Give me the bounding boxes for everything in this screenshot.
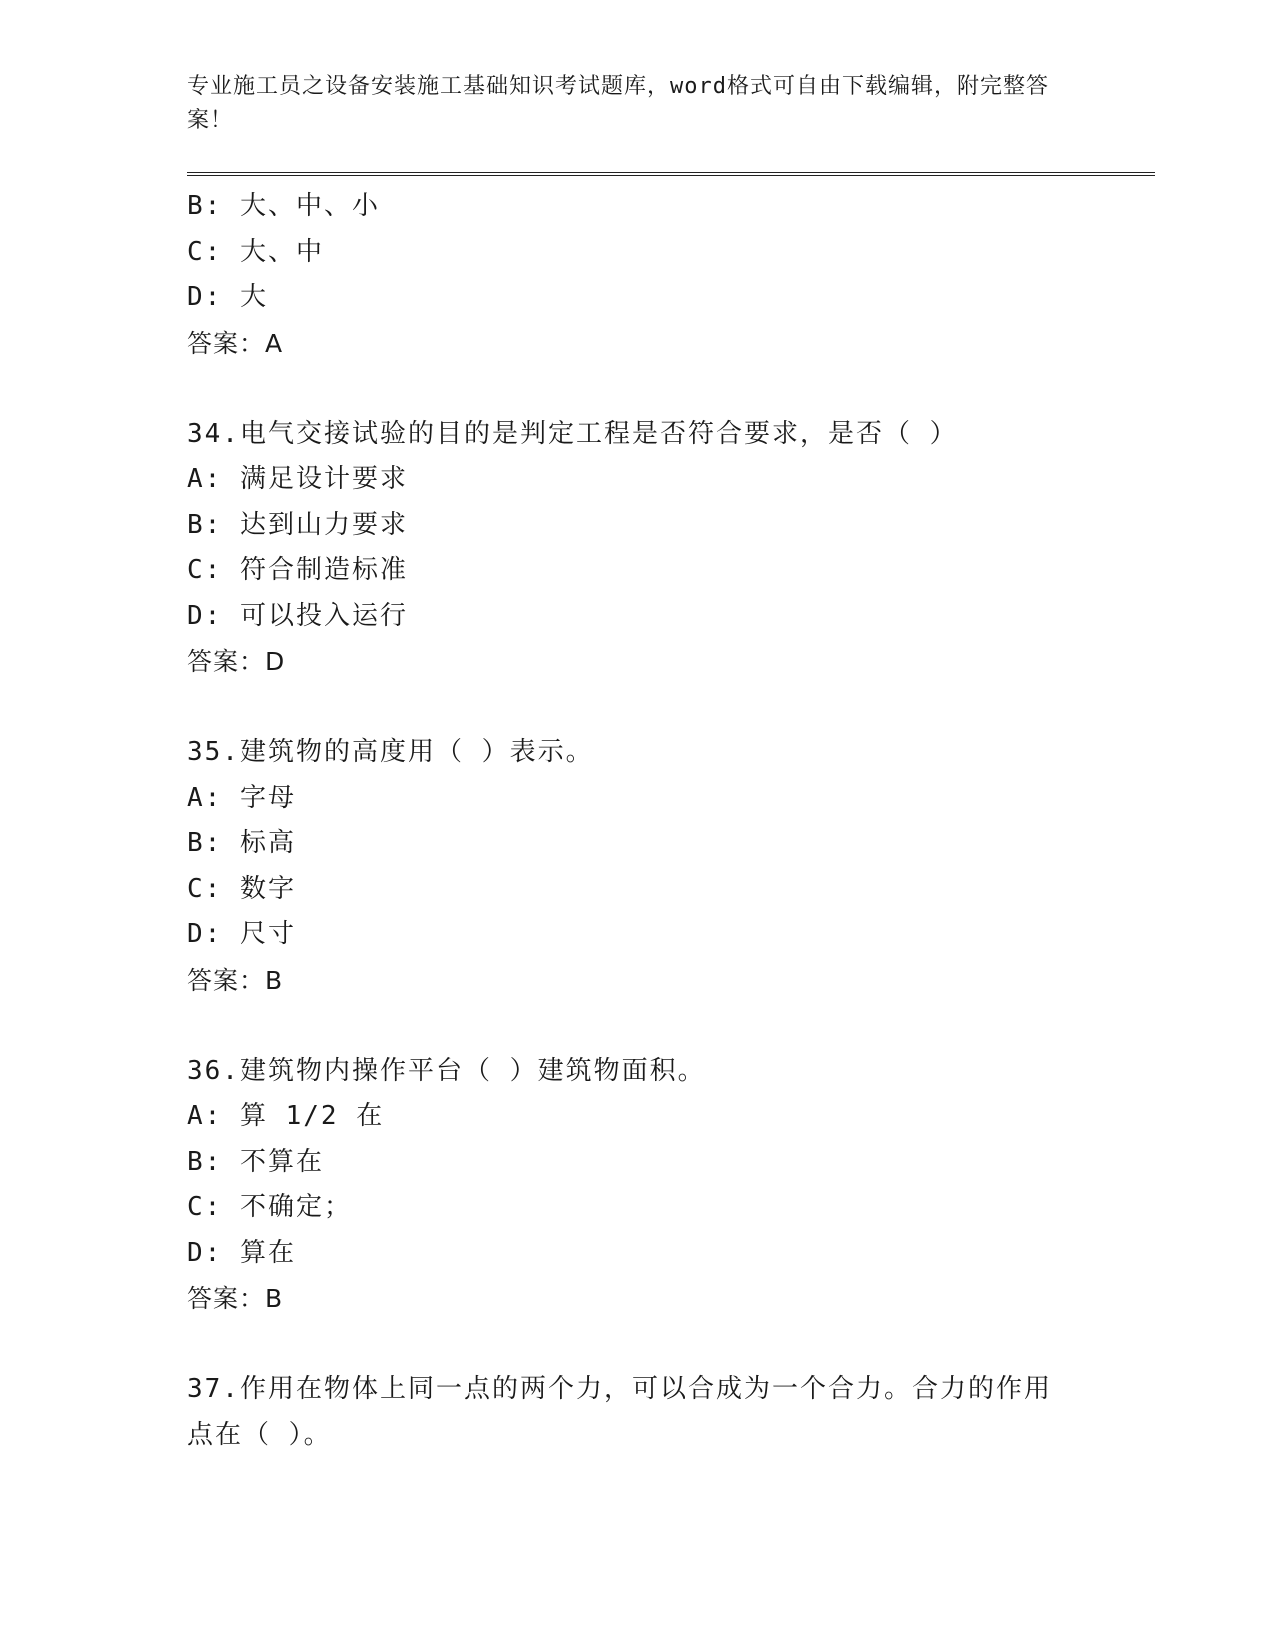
option-d: D: 算在 [187, 1237, 296, 1268]
question-33-continued [187, 184, 1155, 366]
question-text: 37.作用在物体上同一点的两个力，可以合成为一个合力。合力的作用点在（ ）。 [187, 1374, 1052, 1450]
option-d: D: 大 [187, 282, 268, 312]
option-b: B: 标高 [187, 828, 296, 858]
option-a: A: 字母 [187, 782, 296, 813]
answer: 答案：A [187, 328, 284, 358]
spacer [187, 1322, 1155, 1368]
spacer [187, 1003, 1155, 1049]
answer: 答案：D [187, 647, 286, 676]
spacer [187, 366, 1155, 412]
question-37 [187, 1367, 1155, 1458]
question-36 [187, 1049, 1155, 1322]
option-b: B: 不算在 [187, 1146, 324, 1177]
option-a: A: 算 1/2 在 [187, 1101, 385, 1131]
question-text: 34.电气交接试验的目的是判定工程是否符合要求，是否（ ） [187, 418, 958, 449]
spacer [187, 685, 1155, 731]
option-c: C: 大、中 [187, 236, 324, 267]
option-b: B: 达到山力要求 [187, 509, 408, 540]
question-text: 36.建筑物内操作平台（ ）建筑物面积。 [187, 1055, 706, 1086]
option-c: C: 数字 [187, 873, 296, 904]
question-text: 35.建筑物的高度用（ ）表示。 [187, 737, 594, 767]
answer: 答案：B [187, 965, 284, 995]
option-c: C: 符合制造标准 [187, 555, 408, 585]
option-b: B: 大、中、小 [187, 191, 380, 221]
question-35 [187, 730, 1155, 1003]
question-list [187, 184, 1155, 1458]
option-d: D: 尺寸 [187, 919, 296, 949]
option-d: D: 可以投入运行 [187, 600, 408, 631]
page-header: 专业施工员之设备安装施工基础知识考试题库，word格式可自由下载编辑，附完整答案！ [187, 74, 1049, 133]
option-a: A: 满足设计要求 [187, 464, 408, 494]
header-divider [187, 172, 1155, 176]
option-c: C: 不确定； [187, 1192, 352, 1222]
question-34 [187, 412, 1155, 685]
document-page [187, 70, 1155, 1458]
answer: 答案：B [187, 1284, 284, 1313]
